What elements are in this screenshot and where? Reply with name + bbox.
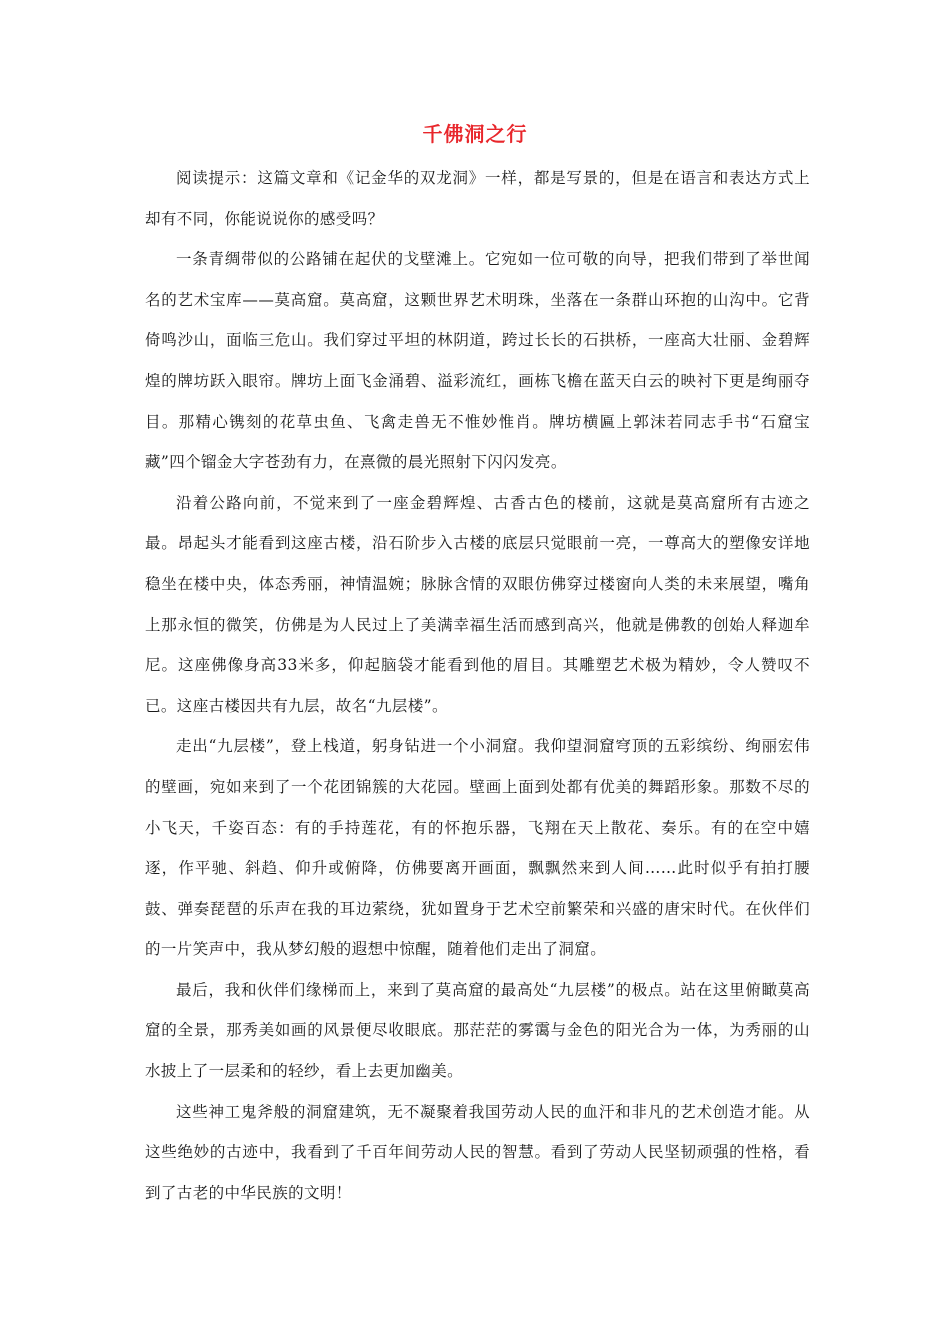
article-body [145, 158, 810, 1213]
reading-tip-paragraph: 阅读提示：这篇文章和《记金华的双龙洞》一样，都是写景的，但是在语言和表达方式上却有不同，你能说说你的感受吗？ [145, 169, 810, 228]
paragraph-summit-view: 最后，我和伙伴们缘梯而上，来到了莫高窟的最高处“九层楼”的极点。站在这里俯瞰莫高窟的全景，那秀美如画的风景便尽收眼底。那茫茫的雾霭与金色的阳光合为一体，为秀丽的山水披上了一层柔和的轻纱，看上去更加幽美。 [145, 980, 810, 1081]
paragraph-murals: 走出“九层楼”，登上栈道，躬身钻进一个小洞窟。我仰望洞窟穹顶的五彩缤纷、绚丽宏伟的壁画，宛如来到了一个花团锦簇的大花园。壁画上面到处都有优美的舞蹈形象。那数不尽的小飞天，千姿百态：有的手持莲花，有的怀抱乐器，飞翔在天上散花、奏乐。有的在空中嬉逐，作平驰、斜趋、仰升或俯降，仿佛要离开画面，飘飘然来到人间……此时似乎有拍打腰鼓、弹奏琵琶的乐声在我的耳边萦绕，犹如置身于艺术空前繁荣和兴盛的唐宋时代。在伙伴们的一片笑声中，我从梦幻般的遐想中惊醒，随着他们走出了洞窟。 [145, 737, 810, 959]
paragraph-nine-storey-building: 沿着公路向前，不觉来到了一座金碧辉煌、古香古色的楼前，这就是莫高窟所有古迹之最。昂起头才能看到这座古楼，沿石阶步入古楼的底层只觉眼前一亮，一尊高大的塑像安详地稳坐在楼中央，体态秀丽，神情温婉；脉脉含情的双眼仿佛穿过楼窗向人类的未来展望，嘴角上那永恒的微笑，仿佛是为人民过上了美满幸福生活而感到高兴，他就是佛教的创始人释迦牟尼。这座佛像身高33米多，仰起脑袋才能看到他的眉目。其雕塑艺术极为精妙，令人赞叹不已。这座古楼因共有九层，故名“九层楼”。 [145, 493, 810, 715]
paragraph-conclusion: 这些神工鬼斧般的洞窟建筑，无不凝聚着我国劳动人民的血汗和非凡的艺术创造才能。从这些绝妙的古迹中，我看到了千百年间劳动人民的智慧。看到了劳动人民坚韧顽强的性格，看到了古老的中华民族的文明！ [145, 1102, 810, 1202]
paragraph-road-to-mogao: 一条青绸带似的公路铺在起伏的戈壁滩上。它宛如一位可敬的向导，把我们带到了举世闻名的艺术宝库——莫高窟。莫高窟，这颗世界艺术明珠，坐落在一条群山环抱的山沟中。它背倚鸣沙山，面临三危山。我们穿过平坦的林阴道，跨过长长的石拱桥，一座高大壮丽、金碧辉煌的牌坊跃入眼帘。牌坊上面飞金涌碧、溢彩流红，画栋飞檐在蓝天白云的映衬下更是绚丽夺目。那精心镌刻的花草虫鱼、飞禽走兽无不惟妙惟肖。牌坊横匾上郭沫若同志手书“石窟宝藏”四个镏金大字苍劲有力，在熹微的晨光照射下闪闪发亮。 [145, 250, 810, 472]
page-title: 千佛洞之行 [422, 122, 528, 146]
